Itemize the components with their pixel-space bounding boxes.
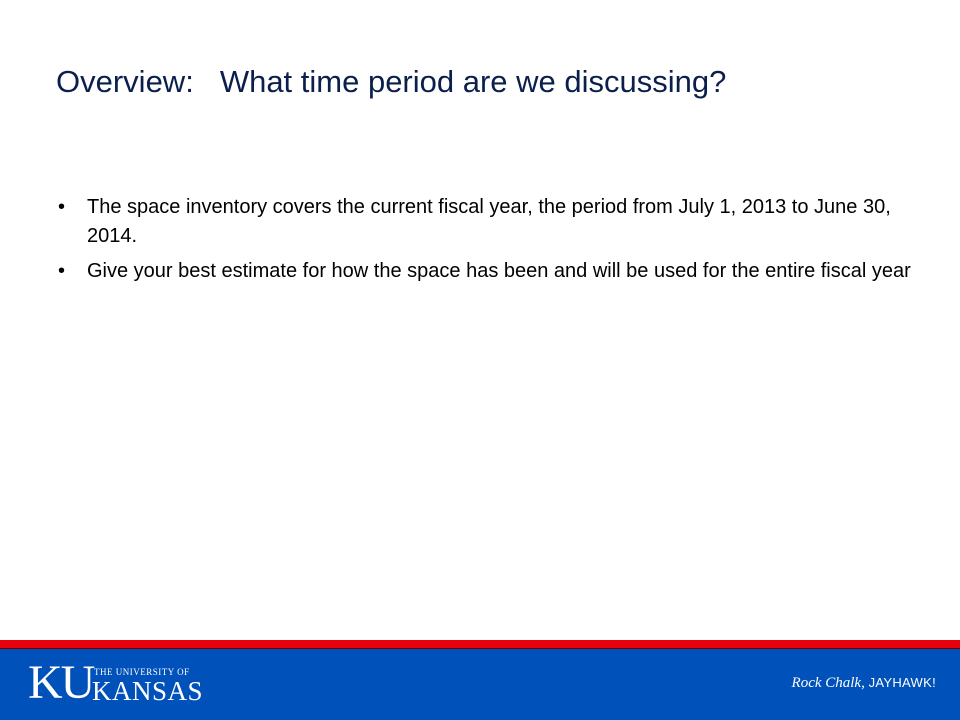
logo-kansas-wordmark: KANSAS [92, 676, 204, 706]
footer-red-stripe [0, 640, 960, 649]
bullet-text: The space inventory covers the current fiscal year, the period from July 1, 2013 to June 30, 2014. [87, 196, 891, 247]
bullet-list [56, 193, 916, 292]
bullet-item [56, 257, 916, 286]
footer-blue-band [0, 649, 960, 720]
title-prefix: Overview: [56, 64, 194, 99]
slogan-rock-chalk: Rock Chalk, [791, 675, 865, 691]
bullet-item [56, 193, 916, 251]
logo-ku-monogram: KU [28, 656, 94, 709]
bullet-glyph: • [58, 196, 66, 218]
slogan-jayhawk: JAYHAWK! [868, 675, 936, 690]
logo-university-line: THE UNIVERSITY OF [94, 667, 190, 677]
bullet-glyph: • [58, 260, 66, 282]
title-text: What time period are we discussing? [219, 64, 727, 99]
bullet-text: Give your best estimate for how the space has been and will be used for the entire fiscal year [87, 260, 911, 282]
slogan [792, 675, 936, 692]
slide-title [56, 64, 726, 100]
footer-banner [0, 640, 960, 720]
